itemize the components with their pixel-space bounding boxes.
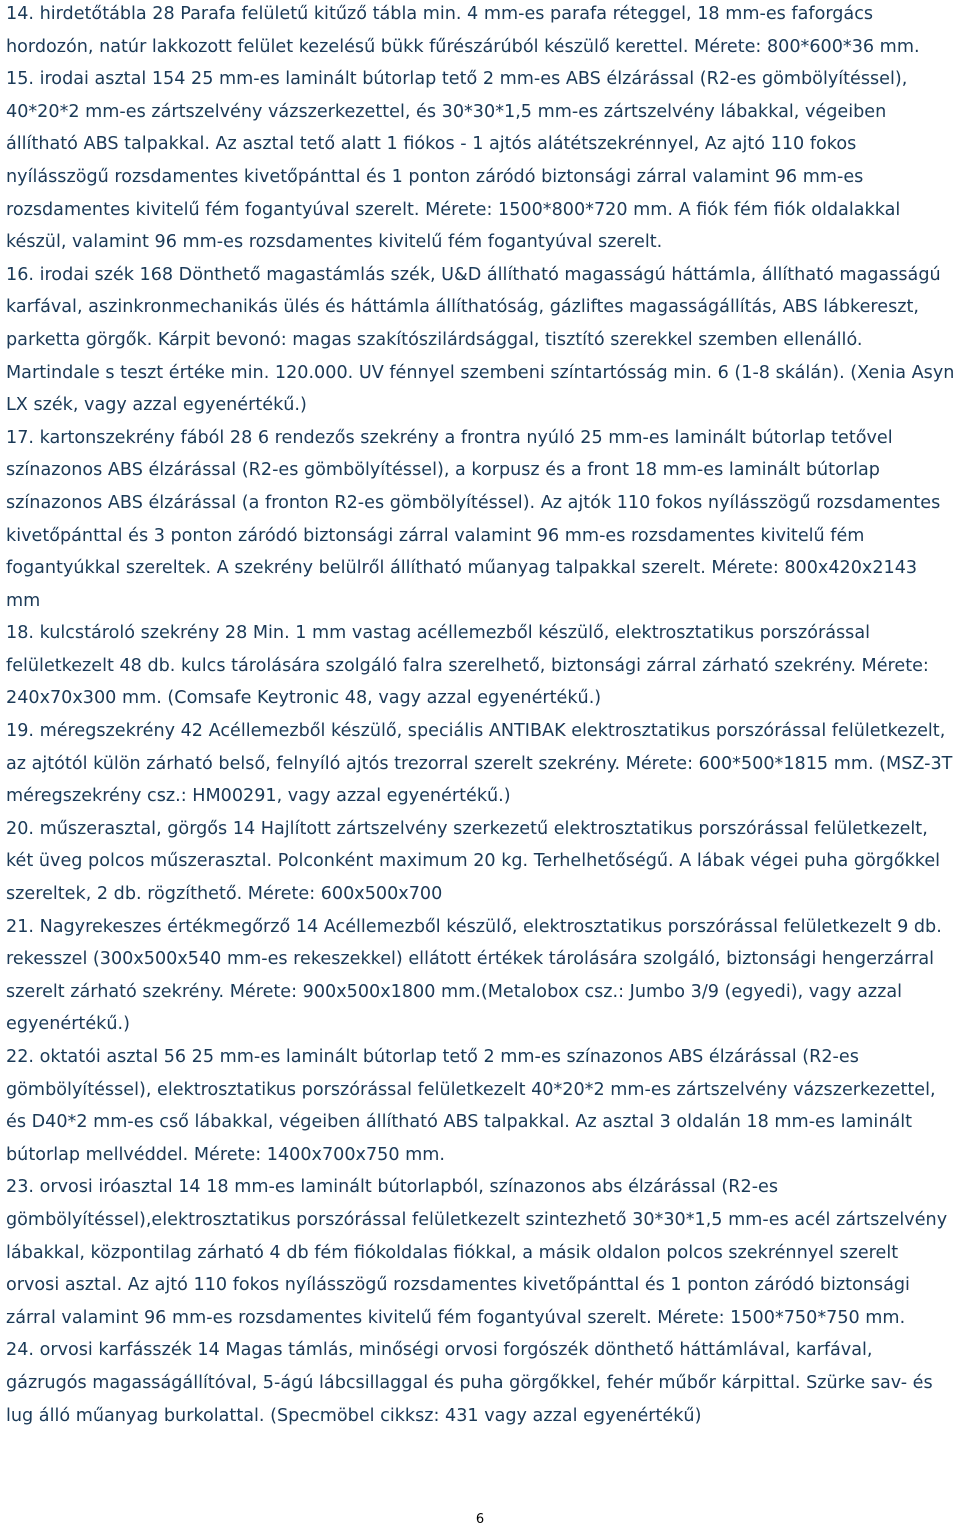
list-item-15: 15. irodai asztal 154 25 mm-es laminált bútorlap tető 2 mm-es ABS élzárással (R2-es gömbölyítéssel), 40*20*2 mm-es zártszelvény vázszerkezettel, és 30*30*1,5 mm-es zártszelvény lábakkal, végeiben állítható ABS talpakkal. Az asztal tető alatt 1 fiókos - 1 ajtós alátétszekrénnyel, Az ajtó 110 fokos nyílásszögű rozsdamentes kivetőpánttal és 1 ponton záródó biztonsági zárral valamint 96 mm-es rozsdamentes kivitelű fém fogantyúval szerelt. Mérete: 1500*800*720 mm. A fiók fém fiók oldalakkal készül, valamint 96 mm-es rozsdamentes kivitelű fém fogantyúval szerelt. [6, 69, 908, 253]
list-item-21: 21. Nagyrekeszes értékmegőrző 14 Acéllemezből készülő, elektrosztatikus porszórással felületkezelt 9 db. rekesszel (300x500x540 mm-es rekeszekkel) ellátott értékek tárolására szolgáló, biztonsági hengerzárral szerelt zárható szekrény. Mérete: 900x500x1800 mm.(Metalobox csz.: Jumbo 3/9 (egyedi), vagy azzal egyenértékű.) [6, 916, 942, 1035]
list-item-19: 19. méregszekrény 42 Acéllemezből készülő, speciális ANTIBAK elektrosztatikus porszórással felületkezelt, az ajtótól külön zárható belső, felnyíló ajtós trezorral szerelt szekrény. Mérete: 600*500*1815 mm. (MSZ-3T méregszekrény csz.: HM00291, vagy azzal egyenértékű.) [6, 721, 953, 807]
document-body [6, 0, 956, 1432]
list-item-18: 18. kulcstároló szekrény 28 Min. 1 mm vastag acéllemezből készülő, elektrosztatikus porszórással felületkezelt 48 db. kulcs tárolására szolgáló falra szerelhető, biztonsági zárral zárható szekrény. Mérete: 240x70x300 mm. (Comsafe Keytronic 48, vagy azzal egyenértékű.) [6, 623, 929, 709]
page-number: 6 [475, 1512, 485, 1527]
list-item-24: 24. orvosi karfásszék 14 Magas támlás, minőségi orvosi forgószék dönthető háttámlával, karfával, gázrugós magasságállítóval, 5-ágú lábcsillaggal és puha görgőkkel, fehér műbőr kárpittal. Szürke sav- és lug álló műanyag burkolattal. (Specmöbel cikksz: 431 vagy azzal egyenértékű) [6, 1340, 933, 1426]
list-item-17: 17. kartonszekrény fából 28 6 rendezős szekrény a frontra nyúló 25 mm-es laminált bútorlap tetővel színazonos ABS élzárással (R2-es gömbölyítéssel), a korpusz és a front 18 mm-es laminált bútorlap színazonos ABS élzárással (a fronton R2-es gömbölyítéssel). Az ajtók 110 fokos nyílásszögű rozsdamentes kivetőpánttal és 3 ponton záródó biztonsági zárral valamint 96 mm-es rozsdamentes kivitelű fém fogantyúkkal szereltek. A szekrény belülről állítható műanyag talpakkal szerelt. Mérete: 800x420x2143 mm [6, 427, 941, 611]
list-item-20: 20. műszerasztal, görgős 14 Hajlított zártszelvény szerkezetű elektrosztatikus porszórással felületkezelt, két üveg polcos műszerasztal. Polconként maximum 20 kg. Terhelhetőségű. A lábak végei puha görgőkkel szereltek, 2 db. rögzíthető. Mérete: 600x500x700 [6, 818, 941, 905]
list-item-22: 22. oktatói asztal 56 25 mm-es laminált bútorlap tető 2 mm-es színazonos ABS élzárással (R2-es gömbölyítéssel), elektrosztatikus porszórással felületkezelt 40*20*2 mm-es zártszelvény vázszerkezettel, és D40*2 mm-es cső lábakkal, végeiben állítható ABS talpakkal. Az asztal 3 oldalán 18 mm-es laminált bútorlap mellvéddel. Mérete: 1400x700x750 mm. [6, 1047, 936, 1165]
list-item-16: 16. irodai szék 168 Dönthető magastámlás szék, U&D állítható magasságú háttámla, állítható magasságú karfával, aszinkronmechanikás ülés és háttámla állíthatóság, gázliftes magasságállítás, ABS lábkereszt, parketta görgők. Kárpit bevonó: magas szakítószilárdsággal, tisztító szerekkel szemben ellenálló. Martindale s teszt értéke min. 120.000. UV fénnyel szembeni színtartósság min. 6 (1-8 skálán). (Xenia Asyn LX szék, vagy azzal egyenértékű.) [6, 264, 955, 416]
list-item-14: 14. hirdetőtábla 28 Parafa felületű kitűző tábla min. 4 mm-es parafa réteggel, 18 mm-es faforgács hordozón, natúr lakkozott felület kezelésű bükk fűrészárúból készülő kerettel. Mérete: 800*600*36 mm. [6, 4, 920, 57]
list-item-23: 23. orvosi iróasztal 14 18 mm-es laminált bútorlapból, színazonos abs élzárással (R2-es gömbölyítéssel),elektrosztatikus porszórással felületkezelt szintezhető 30*30*1,5 mm-es acél zártszelvény lábakkal, központilag zárható 4 db fém fiókoldalas fiókkal, a másik oldalon polcos szekrénnyel szerelt orvosi asztal. Az ajtó 110 fokos nyílásszögű rozsdamentes kivetőpánttal és 1 ponton záródó biztonsági zárral valamint 96 mm-es rozsdamentes kivitelű fém fogantyúval szerelt. Mérete: 1500*750*750 mm. [6, 1177, 948, 1328]
